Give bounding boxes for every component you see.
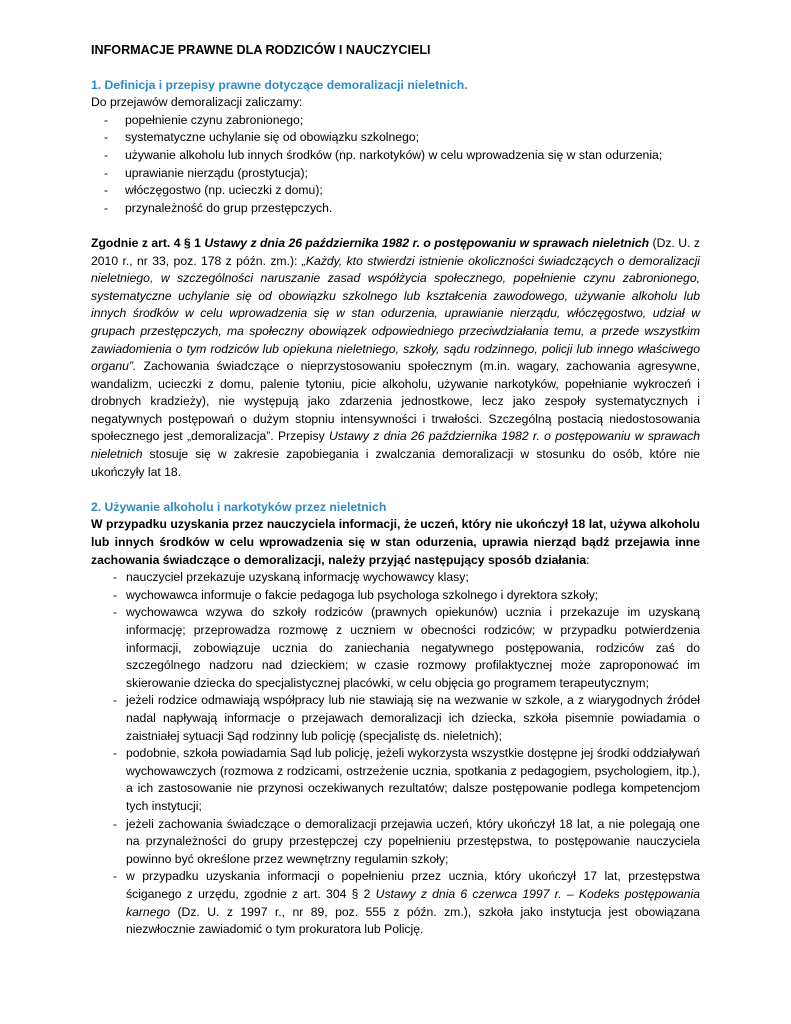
list-item: [91, 182, 700, 200]
list-item-text: w przypadku uzyskania informacji o popełnieniu przez ucznia, który ukończył 17 lat, przestępstwa ściganego z urzędu, zgodnie z art. 304 § 2: [126, 869, 700, 901]
dash-bullet: -: [113, 605, 118, 620]
section-2-heading: 2. Używanie alkoholu i narkotyków przez nieletnich: [91, 499, 387, 514]
list-item: [91, 112, 700, 130]
act-title: Ustawy z dnia 26 października 1982 r. o postępowaniu w sprawach nieletnich: [91, 429, 700, 462]
list-item-text: podobnie, szkoła powiadamia Sąd lub policję, jeżeli wykorzysta wszystkie dostępne jej środki oddziaływań wychowawczych (rozmowa z rodzicami, ostrzeżenie ucznia, spotkania z pedagogiem, psychologiem, itp.), a ich zastosowanie nie przynosi oczekiwanych rezultatów; dalsze postępowanie podlega kompetencjom tych instytucji;: [126, 746, 700, 813]
dash-bullet: -: [104, 112, 109, 127]
list-item-text: wychowawca wzywa do szkoły rodziców (prawnych opiekunów) ucznia i przekazuje im uzyskaną informację; przeprowadza rozmowę z uczniem w obecności rodziców; w przypadku potwierdzenia informacji, zobowiązuje ucznia do zaniechania negatywnego postępowania, rodziców zaś do szczególnego nadzoru nad dzieckiem; w czasie rozmowy profilaktycznej może zaproponować im skierowanie dziecka do specjalistycznej placówki, w celu objęcia go programem terapeutycznym;: [126, 605, 700, 690]
section-2-lead-colon: :: [586, 552, 590, 567]
list-item: [91, 165, 700, 183]
list-item: [91, 816, 700, 869]
dash-bullet: -: [113, 693, 118, 708]
dash-bullet: -: [113, 570, 118, 585]
list-item-text: przynależność do grup przestępczych.: [125, 200, 333, 215]
list-item: [91, 604, 700, 692]
paragraph-body: Zachowania świadczące o nieprzystosowaniu społecznym (m.in. wagary, zachowania agresywne, wandalizm, ucieczki z domu, palenie tytoniu, picie alkoholu, używanie narkotyków, popełnianie wykroczeń i drobnych kradzieży), nie występują jako zdarzenia jednostkowe, lecz jako zespoły systematycznych i negatywnych postępowań o dużym stopniu intensywności i trwałości. Szczególną postacią niedostosowania społecznego jest „demoralizacja”. Przepisy: [91, 359, 700, 444]
list-item-text: jeżeli rodzice odmawiają współpracy lub nie stawiają się na wezwanie w szkole, a z wiarygodnych źródeł nadal napływają informacje o przejawach demoralizacji ich dziecka, szkoła pisemnie powiadamia o zaistniałej sytuacji Sąd rodzinny lub policję (specjalistę ds. nieletnich);: [126, 693, 700, 743]
paragraph-lead: Zgodnie z art. 4 § 1: [91, 235, 205, 250]
section-2-list: [91, 569, 700, 938]
list-item-text-end: (Dz. U. z 1997 r., nr 89, poz. 555 z późn. zm.), szkoła jako instytucja jest obowiązana niezwłocznie zawiadomić o tym prokuratora lub Policję.: [126, 904, 700, 937]
list-item-text: wychowawca informuje o fakcie pedagoga lub psychologa szkolnego i dyrektora szkoły;: [126, 587, 599, 602]
spacer: [91, 481, 700, 499]
list-item: [91, 200, 700, 218]
list-item: [91, 129, 700, 147]
dash-bullet: -: [113, 587, 118, 602]
dash-bullet: -: [104, 165, 109, 180]
list-item-text: systematyczne uchylanie się od obowiązku szkolnego;: [125, 130, 420, 145]
act-reference: (Dz. U. z 2010 r., nr 33, poz. 178 z późn. zm.):: [91, 235, 700, 268]
paragraph-end: stosuje się w zakresie zapobiegania i zwalczania demoralizacji w stosunku do osób, które nie ukończyły lat 18.: [91, 447, 700, 479]
document-page: [91, 42, 700, 939]
act-title: Ustawy z dnia 26 października 1982 r. o postępowaniu w sprawach nieletnich: [204, 235, 650, 250]
dash-bullet: -: [104, 200, 109, 215]
act-title: Ustawy z dnia 6 czerwca 1997 r. – Kodeks postępowania karnego: [126, 886, 700, 919]
list-item-text: włóczęgostwo (np. ucieczki z domu);: [125, 183, 323, 198]
section-1-heading: 1. Definicja i przepisy prawne dotyczące demoralizacji nieletnich.: [91, 77, 468, 92]
dash-bullet: -: [113, 746, 118, 761]
section-2-lead: [91, 516, 700, 569]
document-title: INFORMACJE PRAWNE DLA RODZICÓW I NAUCZYCIELI: [91, 43, 431, 57]
dash-bullet: -: [104, 147, 109, 162]
list-item: [91, 587, 700, 605]
quoted-provision: „Każdy, kto stwierdzi istnienie okoliczności świadczących o demoralizacji nieletniego, w szczególności naruszanie zasad współżycia społecznego, popełnienie czynu zabronionego, systematyczne uchylanie się od obowiązku szkolnego lub kształcenia zawodowego, używanie alkoholu lub innych środków w celu wprowadzenia się w stan odurzenia, uprawianie nierządu, włóczęgostwo, udział w grupach przestępczych, ma społeczny obowiązek odpowiedniego przeciwdziałania temu, a przede wszystkim zawiadomienia o tym rodziców lub opiekuna nieletniego, szkoły, sądu rodzinnego, policji lub innego właściwego organu”.: [91, 253, 701, 374]
list-item: [91, 868, 700, 938]
list-item-text: używanie alkoholu lub innych środków (np. narkotyków) w celu wprowadzenia się w stan odurzenia;: [125, 147, 663, 162]
dash-bullet: -: [104, 183, 109, 198]
list-item: [91, 692, 700, 745]
list-item-text: uprawianie nierządu (prostytucja);: [125, 165, 308, 180]
list-item-text: jeżeli zachowania świadczące o demoralizacji przejawia uczeń, który ukończył 18 lat, a nie polegają one na przynależności do grupy przestępczej czy popełnieniu przestępstwa, to postępowanie nauczyciela powinno być określone przez wewnętrzny regulamin szkoły;: [126, 816, 700, 866]
list-item: [91, 569, 700, 587]
dash-bullet: -: [113, 816, 118, 831]
list-item-text: popełnienie czynu zabronionego;: [125, 112, 304, 127]
section-2-lead-bold: W przypadku uzyskania przez nauczyciela informacji, że uczeń, który nie ukończył 18 lat, używa alkoholu lub innych środków w celu wprowadzenia się w stan odurzenia, uprawia nierząd bądź przejawia inne zachowania świadczące o demoralizacji, należy przyjąć następujący sposób działania: [91, 517, 700, 567]
spacer: [91, 217, 700, 235]
section-1-list: [91, 112, 700, 218]
list-item: [91, 745, 700, 815]
section-1-legal-paragraph: [91, 235, 700, 481]
section-1-intro: Do przejawów demoralizacji zaliczamy:: [91, 95, 303, 110]
dash-bullet: -: [113, 869, 118, 884]
dash-bullet: -: [104, 130, 109, 145]
list-item: [91, 147, 700, 165]
list-item-text: nauczyciel przekazuje uzyskaną informację wychowawcy klasy;: [126, 570, 469, 585]
